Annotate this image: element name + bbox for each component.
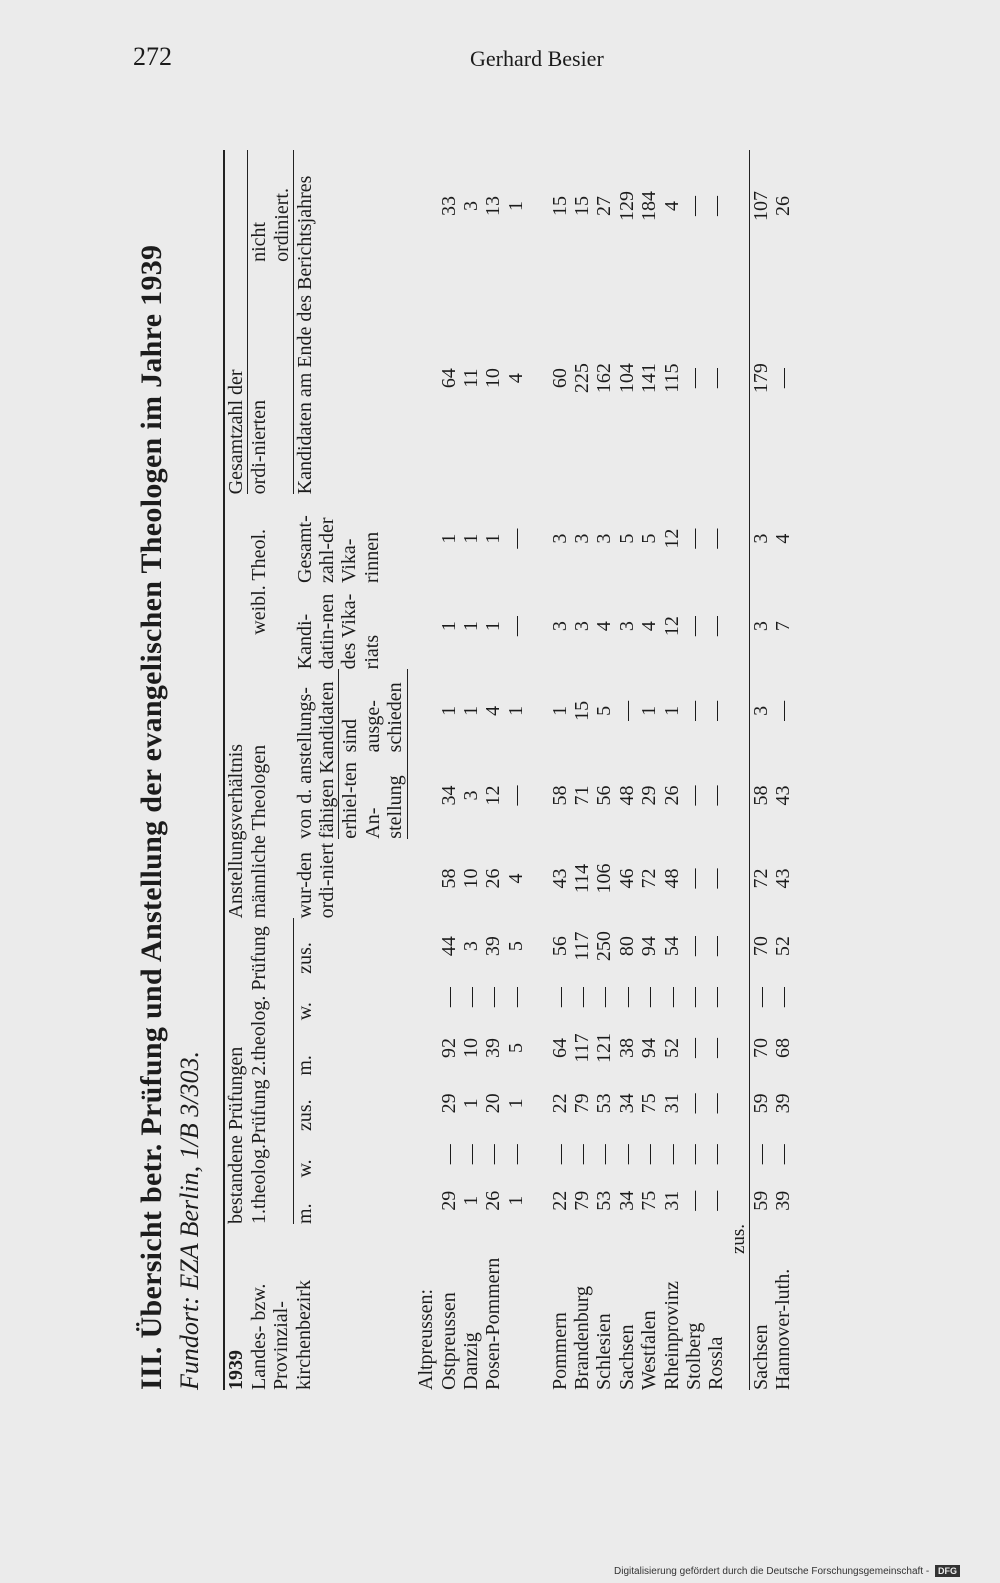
table-cell: — — [638, 987, 661, 1008]
table-cell: — — [683, 700, 706, 721]
table-cell: 121 — [593, 1032, 616, 1063]
table-row — [527, 150, 571, 1390]
table-cell: 5 — [504, 1042, 527, 1053]
table-cell: 38 — [615, 1037, 638, 1058]
table-row — [661, 150, 683, 1390]
table-cell: 4 — [593, 621, 616, 632]
table-row — [482, 150, 504, 1390]
table-cell: 20 — [482, 1093, 505, 1114]
table-cell: 4 — [504, 373, 527, 384]
table-cell: 106 — [593, 863, 616, 894]
table-cell: 3 — [548, 621, 571, 632]
table-row — [750, 150, 773, 1390]
table-cell: 4 — [504, 873, 527, 884]
table-cell: 48 — [615, 785, 638, 806]
table-cell: 114 — [571, 863, 594, 894]
table-cell: 1 — [437, 621, 460, 632]
table-cell: 1 — [459, 621, 482, 632]
header-ordiniert: ordi-nierten — [248, 262, 294, 494]
row-label: Ostpreussen — [437, 1292, 460, 1390]
header-nicht-ordiniert: nicht ordiniert. — [248, 150, 294, 262]
table-cell: 11 — [459, 368, 482, 388]
table-cell: 53 — [593, 1190, 616, 1211]
table-cell: 71 — [571, 785, 594, 806]
table-cell: 1 — [548, 705, 571, 716]
table-cell: 1 — [504, 705, 527, 716]
table-cell: 107 — [750, 150, 773, 262]
table-cell: 34 — [437, 785, 460, 806]
row-label: Stolberg — [683, 1322, 706, 1390]
table-cell: 79 — [571, 1190, 594, 1211]
table-cell: 75 — [638, 1093, 661, 1114]
statistics-table — [223, 150, 795, 1390]
table-cell: — — [683, 868, 706, 889]
table-title: III. Übersicht betr. Prüfung und Anstellung der evangelischen Theologen im Jahre 1939 — [135, 244, 168, 1390]
dfg-logo: DFG — [935, 1565, 960, 1577]
header-m-2: m. — [294, 1055, 317, 1076]
table-cell: 39 — [482, 936, 505, 957]
table-cell: 1 — [660, 705, 683, 716]
table-cell: 31 — [660, 1093, 683, 1114]
table-cell: 5 — [638, 533, 661, 544]
table-cell: 1 — [437, 533, 460, 544]
table-row — [593, 150, 615, 1390]
row-label: Pommern — [548, 1312, 571, 1390]
row-label: Sachsen — [750, 1224, 773, 1390]
row-label — [505, 1224, 527, 1390]
table-row — [683, 150, 705, 1390]
table-cell: — — [504, 528, 527, 549]
table-cell: — — [548, 987, 571, 1008]
table-cell: 59 — [750, 1177, 773, 1223]
table-cell: 1 — [459, 1098, 482, 1109]
table-cell: — — [683, 1144, 706, 1165]
table-cell: 52 — [772, 936, 795, 957]
table-cell: 179 — [750, 262, 773, 494]
table-cell: 10 — [459, 1037, 482, 1058]
table-source: Fundort: EZA Berlin, 1/B 3/303. — [175, 1051, 204, 1390]
table-cell: 54 — [660, 936, 683, 957]
header-year: 1939 — [224, 1224, 248, 1390]
footer: Digitalisierung gefördert durch die Deutsche Forschungsgemeinschaft - DFG — [614, 1565, 960, 1577]
table-cell: 29 — [638, 785, 661, 806]
table-cell: 1 — [459, 533, 482, 544]
table-cell: 3 — [593, 533, 616, 544]
table-cell: — — [683, 195, 706, 216]
row-label: Rossla — [705, 1336, 728, 1390]
table-cell: 46 — [615, 868, 638, 889]
table-cell: — — [683, 1190, 706, 1211]
table-cell: 29 — [437, 1190, 460, 1211]
row-label: Hannover-luth. — [772, 1268, 795, 1390]
table-cell: 3 — [571, 533, 594, 544]
table-cell: 26 — [660, 785, 683, 806]
table-cell: 72 — [638, 868, 661, 889]
table-cell: 1 — [482, 621, 505, 632]
table-cell: 1 — [638, 705, 661, 716]
table-cell: 1 — [504, 1195, 527, 1206]
table-cell: 72 — [750, 839, 773, 919]
table-cell: 22 — [548, 1190, 571, 1211]
table-cell: — — [705, 785, 728, 806]
table-cell: — — [504, 987, 527, 1008]
table-cell: 4 — [660, 200, 683, 211]
header-kandidatinnen-vikariat: Kandi-datin-nen des Vika-riats — [293, 593, 383, 670]
table-cell: — — [504, 785, 527, 806]
table-row — [638, 150, 660, 1390]
header-wurden-ordiniert: wur-den ordi-niert — [293, 842, 339, 919]
table-cell: 58 — [437, 868, 460, 889]
table-cell: — — [482, 987, 505, 1008]
table-cell: — — [750, 1131, 773, 1177]
table-cell: — — [772, 1144, 795, 1165]
header-zus-1: zus. — [294, 1099, 317, 1131]
table-cell: — — [504, 1144, 527, 1165]
header-bestandene: bestandene Prüfungen — [224, 918, 248, 1224]
table-cell: 68 — [772, 1037, 795, 1058]
table-cell: 12 — [660, 528, 683, 549]
table-cell: 5 — [504, 941, 527, 952]
table-cell: 141 — [638, 363, 661, 394]
table-cell: 3 — [459, 790, 482, 801]
table-cell: 79 — [571, 1093, 594, 1114]
table-cell: — — [615, 700, 638, 721]
table-cell: 39 — [482, 1037, 505, 1058]
row-label: Posen-Pommern — [482, 1257, 505, 1390]
table-cell: 64 — [548, 1037, 571, 1058]
table-cell: — — [459, 1144, 482, 1165]
table-cell: 12 — [660, 616, 683, 637]
table-cell: 70 — [750, 1020, 773, 1075]
table-cell: 1 — [482, 533, 505, 544]
table-cell: 27 — [593, 195, 616, 216]
footer-text: Digitalisierung gefördert durch die Deutsche Forschungsgemeinschaft — [614, 1566, 924, 1577]
table-cell: 250 — [593, 931, 616, 962]
table-cell: — — [615, 987, 638, 1008]
table-cell: 94 — [638, 936, 661, 957]
table-cell: — — [482, 1144, 505, 1165]
row-label: Sachsen — [615, 1324, 638, 1390]
table-row — [772, 150, 794, 1390]
table-row — [571, 150, 593, 1390]
table-cell: 117 — [571, 931, 594, 961]
header-maennlich: männliche Theologen — [247, 744, 270, 919]
table-cell: 80 — [615, 936, 638, 957]
table-cell: — — [705, 1093, 728, 1114]
table-cell: 64 — [437, 368, 460, 389]
table-cell: 15 — [571, 195, 594, 216]
table-cell: — — [615, 1144, 638, 1165]
table-cell: — — [683, 785, 706, 806]
header-weiblich: weibl. Theol. — [247, 528, 270, 635]
header-pruefung-1: 1.theolog.Prüfung — [248, 1076, 294, 1224]
rotated-table-block — [135, 150, 975, 1390]
table-cell: 15 — [571, 700, 594, 721]
table-cell: 58 — [548, 785, 571, 806]
table-cell: — — [504, 616, 527, 637]
table-cell: — — [705, 868, 728, 889]
table-cell: 43 — [772, 868, 795, 889]
header-m-1: m. — [294, 1203, 317, 1224]
table-cell: 10 — [459, 868, 482, 889]
table-cell: — — [683, 368, 706, 389]
table-cell: 1 — [437, 705, 460, 716]
table-cell: 129 — [615, 190, 638, 221]
header-w-2: w. — [294, 1002, 317, 1021]
table-cell: — — [683, 936, 706, 957]
table-cell: — — [772, 987, 795, 1008]
table-cell: 39 — [772, 1093, 795, 1114]
table-cell: 15 — [548, 195, 571, 216]
table-cell: 92 — [437, 1037, 460, 1058]
table-cell: 5 — [593, 705, 616, 716]
header-bezirk: Landes- bzw. Provinzial-kirchenbezirk — [247, 1280, 315, 1390]
table-cell: — — [638, 1144, 661, 1165]
table-cell: 13 — [482, 195, 505, 216]
table-cell: 3 — [459, 941, 482, 952]
table-cell: — — [437, 1144, 460, 1165]
row-label: Danzig — [459, 1332, 482, 1390]
table-cell: 12 — [482, 785, 505, 806]
table-cell: 33 — [437, 195, 460, 216]
table-cell: 44 — [437, 936, 460, 957]
table-cell: 3 — [459, 200, 482, 211]
table-cell: 162 — [593, 363, 616, 394]
zus-label: zus. — [727, 1223, 749, 1255]
table-cell: 56 — [593, 785, 616, 806]
table-cell: 26 — [772, 195, 795, 216]
table-cell: 184 — [638, 190, 661, 221]
table-cell: — — [705, 936, 728, 957]
row-label: Brandenburg — [571, 1285, 594, 1390]
table-cell: 3 — [571, 621, 594, 632]
table-cell: 60 — [548, 368, 571, 389]
group-label: Altpreussen: — [415, 1288, 438, 1390]
row-label: Schlesien — [593, 1313, 616, 1390]
table-cell: 39 — [772, 1190, 795, 1211]
table-cell: 3 — [750, 669, 773, 752]
table-cell: — — [705, 1190, 728, 1211]
table-cell: — — [705, 195, 728, 216]
table-cell: 34 — [615, 1190, 638, 1211]
table-cell: — — [705, 368, 728, 389]
header-ausgeschieden: sind ausge-schieden — [339, 669, 407, 752]
table-cell: 115 — [660, 363, 683, 393]
table-cell: 43 — [772, 785, 795, 806]
table-cell: 56 — [548, 936, 571, 957]
page-number: 272 — [133, 42, 172, 71]
header-w-1: w. — [294, 1159, 317, 1178]
table-row — [438, 150, 460, 1390]
header-anstellung: Anstellungsverhältnis — [224, 494, 248, 918]
table-cell: — — [683, 987, 706, 1008]
table-cell: 3 — [750, 494, 773, 583]
header-kandidaten-ende: Kandidaten am Ende des Berichtsjahres — [294, 175, 317, 495]
table-cell: 43 — [548, 868, 571, 889]
table-row — [460, 150, 482, 1390]
table-cell: — — [571, 1144, 594, 1165]
table-cell: 75 — [638, 1190, 661, 1211]
table-cell: — — [571, 987, 594, 1008]
table-cell: 59 — [750, 1076, 773, 1131]
row-label: Westfalen — [638, 1310, 661, 1390]
table-cell: — — [705, 1144, 728, 1165]
table-cell: — — [683, 1093, 706, 1114]
header-pruefung-2: 2.theolog. Prüfung — [248, 918, 294, 1075]
table-cell: 53 — [593, 1093, 616, 1114]
table-cell: 48 — [660, 868, 683, 889]
table-cell: — — [548, 1144, 571, 1165]
table-cell: — — [660, 1144, 683, 1165]
table-cell: 26 — [482, 1190, 505, 1211]
table-cell: — — [459, 987, 482, 1008]
table-cell: 10 — [482, 368, 505, 389]
header-zus-2: zus. — [294, 942, 317, 974]
table-cell: 31 — [660, 1190, 683, 1211]
row-label: Rheinprovinz — [660, 1281, 683, 1390]
table-cell: 1 — [504, 1098, 527, 1109]
table-cell: — — [593, 987, 616, 1008]
table-cell: — — [750, 974, 773, 1020]
table-cell: 29 — [437, 1093, 460, 1114]
table-cell: 34 — [615, 1093, 638, 1114]
table-row — [616, 150, 638, 1390]
table-cell: 1 — [459, 1195, 482, 1206]
table-cell: — — [660, 987, 683, 1008]
table-cell: — — [772, 700, 795, 721]
table-cell: 94 — [638, 1037, 661, 1058]
table-cell: 4 — [638, 621, 661, 632]
table-cell: 1 — [504, 200, 527, 211]
table-cell: 225 — [571, 363, 594, 394]
table-cell: 117 — [571, 1033, 594, 1063]
table-cell: — — [705, 1037, 728, 1058]
table-row — [505, 150, 527, 1390]
table-cell: 26 — [482, 868, 505, 889]
table-cell: — — [772, 368, 795, 389]
table-cell: 3 — [750, 583, 773, 669]
table-cell: — — [593, 1144, 616, 1165]
table-cell: — — [683, 616, 706, 637]
table-cell: — — [705, 616, 728, 637]
table-cell: 3 — [548, 533, 571, 544]
table-cell: 70 — [750, 918, 773, 973]
table-cell: 3 — [615, 621, 638, 632]
subtotal-label-row — [728, 150, 750, 1390]
table-cell: 7 — [772, 621, 795, 632]
table-cell: 5 — [615, 533, 638, 544]
table-cell: 1 — [459, 705, 482, 716]
table-row — [705, 150, 727, 1390]
table-cell: — — [683, 528, 706, 549]
table-cell: 52 — [660, 1037, 683, 1058]
table-cell: — — [705, 700, 728, 721]
header-gesamtzahl-vikarinnen: Gesamt-zahl-der Vika-rinnen — [293, 515, 383, 583]
table-cell: — — [705, 987, 728, 1008]
header-gesamtzahl: Gesamtzahl der — [224, 150, 248, 494]
table-cell: — — [437, 987, 460, 1008]
table-cell: 58 — [750, 752, 773, 838]
running-head: Gerhard Besier — [470, 46, 604, 71]
table-cell: 4 — [772, 533, 795, 544]
table-cell: — — [683, 1037, 706, 1058]
table-cell: 22 — [548, 1093, 571, 1114]
table-cell: 4 — [482, 705, 505, 716]
table-cell: — — [705, 528, 728, 549]
table-cell: 104 — [615, 363, 638, 394]
header-von-kandidaten: von d. anstellungs-fähigen Kandidaten — [294, 669, 339, 838]
header-erhielten-anstellung: erhiel-ten An-stellung — [339, 752, 407, 838]
